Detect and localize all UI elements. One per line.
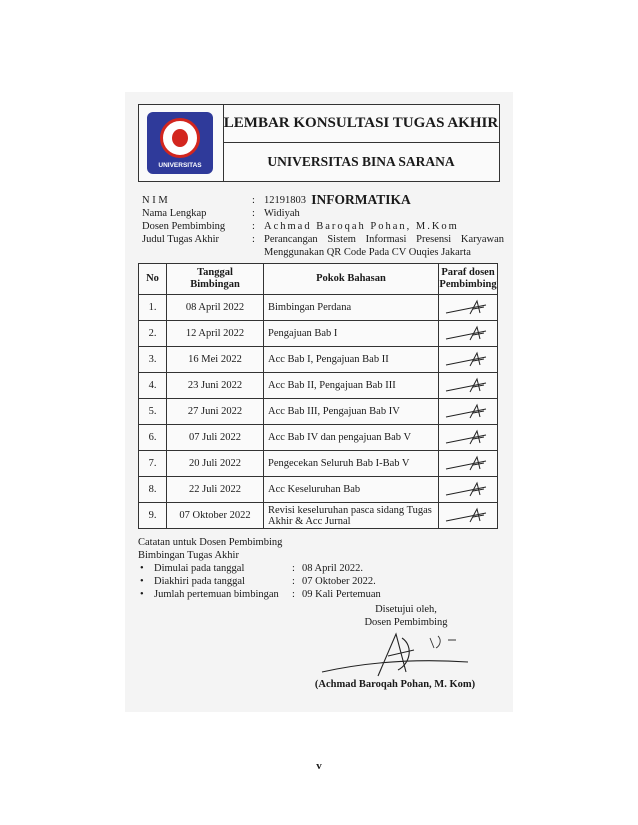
signature-icon xyxy=(440,428,496,448)
nama-value: Widiyah xyxy=(264,208,300,219)
row-tanggal: 07 Oktober 2022 xyxy=(167,503,264,529)
paraf-cell xyxy=(439,451,498,477)
logo-emblem xyxy=(172,129,188,147)
supervisor-signature-icon xyxy=(318,628,478,684)
approval-block xyxy=(326,603,486,629)
nim-value: 12191803 xyxy=(264,195,306,206)
row-pokok: Pengajuan Bab I xyxy=(264,321,439,347)
table-row xyxy=(139,295,498,321)
approval-line1: Disetujui oleh, xyxy=(375,604,437,615)
row-pokok: Acc Bab III, Pengajuan Bab IV xyxy=(264,399,439,425)
colon: : xyxy=(252,221,255,232)
row-pokok: Revisi keseluruhan pasca sidang Tugas Akhir & Acc Jurnal xyxy=(264,503,439,529)
signature-icon xyxy=(440,506,496,526)
signature-icon xyxy=(440,350,496,370)
colon: : xyxy=(292,563,295,574)
row-pokok: Pengecekan Seluruh Bab I-Bab V xyxy=(264,451,439,477)
table-row xyxy=(139,347,498,373)
colon: : xyxy=(252,208,255,219)
logo-caption: UNIVERSITAS xyxy=(158,162,202,169)
signature-icon xyxy=(440,480,496,500)
row-tanggal: 27 Juni 2022 xyxy=(167,399,264,425)
row-no: 2. xyxy=(139,321,167,347)
university-logo xyxy=(147,112,213,174)
bullet-icon: • xyxy=(140,576,144,587)
judul-value: Perancangan Sistem Informasi Presensi Karyawan Menggunakan QR Code Pada CV Ouqies Jakarta xyxy=(264,234,504,258)
row-pokok: Bimbingan Perdana xyxy=(264,295,439,321)
notes-value: 07 Oktober 2022. xyxy=(302,576,376,587)
bullet-icon: • xyxy=(140,563,144,574)
table-row xyxy=(139,373,498,399)
bullet-icon: • xyxy=(140,589,144,600)
table-row xyxy=(139,451,498,477)
paraf-cell xyxy=(439,347,498,373)
row-no: 5. xyxy=(139,399,167,425)
paraf-cell xyxy=(439,477,498,503)
table-header-row xyxy=(139,264,498,295)
table-row xyxy=(139,321,498,347)
paraf-cell xyxy=(439,503,498,529)
judul-label: Judul Tugas Akhir xyxy=(142,234,220,245)
row-tanggal: 08 April 2022 xyxy=(167,295,264,321)
notes-label: Dimulai pada tanggal xyxy=(154,563,245,574)
colon: : xyxy=(252,195,255,206)
row-tanggal: 12 April 2022 xyxy=(167,321,264,347)
notes-value: 08 April 2022. xyxy=(302,563,363,574)
header-tanggal: Tanggal Bimbingan xyxy=(167,264,264,295)
signature-icon xyxy=(440,324,496,344)
header-paraf: Paraf dosen Pembimbing xyxy=(439,264,498,295)
paraf-cell xyxy=(439,425,498,451)
colon: : xyxy=(292,589,295,600)
paraf-cell xyxy=(439,373,498,399)
row-pokok: Acc Keseluruhan Bab xyxy=(264,477,439,503)
dosen-value: Achmad Baroqah Pohan, M.Kom xyxy=(264,221,459,232)
header-no: No xyxy=(139,264,167,295)
notes-label: Jumlah pertemuan bimbingan xyxy=(154,589,279,600)
notes-label: Diakhiri pada tanggal xyxy=(154,576,245,587)
row-tanggal: 22 Juli 2022 xyxy=(167,477,264,503)
paraf-cell xyxy=(439,399,498,425)
table-row xyxy=(139,399,498,425)
consultation-table xyxy=(138,263,498,529)
colon: : xyxy=(252,234,255,245)
row-no: 1. xyxy=(139,295,167,321)
dosen-label: Dosen Pembimbing xyxy=(142,221,226,232)
table-row xyxy=(139,425,498,451)
notes-value: 09 Kali Pertemuan xyxy=(302,589,381,600)
row-no: 6. xyxy=(139,425,167,451)
colon: : xyxy=(292,576,295,587)
nim-label: N I M xyxy=(142,195,168,206)
university-name: UNIVERSITAS BINA SARANA INFORMATIKA xyxy=(267,154,455,207)
approval-line2: Dosen Pembimbing xyxy=(364,617,448,628)
row-tanggal: 23 Juni 2022 xyxy=(167,373,264,399)
signature-icon xyxy=(440,376,496,396)
row-no: 3. xyxy=(139,347,167,373)
row-pokok: Acc Bab II, Pengajuan Bab III xyxy=(264,373,439,399)
row-tanggal: 16 Mei 2022 xyxy=(167,347,264,373)
table-row xyxy=(139,503,498,529)
row-no: 4. xyxy=(139,373,167,399)
paraf-cell xyxy=(439,295,498,321)
row-tanggal: 07 Juli 2022 xyxy=(167,425,264,451)
signature-icon xyxy=(440,402,496,422)
row-no: 9. xyxy=(139,503,167,529)
row-pokok: Acc Bab IV dan pengajuan Bab V xyxy=(264,425,439,451)
paraf-cell xyxy=(439,321,498,347)
header-pokok: Pokok Bahasan xyxy=(264,264,439,295)
table-row xyxy=(139,477,498,503)
document-title: LEMBAR KONSULTASI TUGAS AKHIR xyxy=(223,105,499,143)
nama-label: Nama Lengkap xyxy=(142,208,207,219)
row-tanggal: 20 Juli 2022 xyxy=(167,451,264,477)
signature-icon xyxy=(440,454,496,474)
signature-icon xyxy=(440,298,496,318)
row-no: 7. xyxy=(139,451,167,477)
page-number: v xyxy=(316,760,322,772)
supervisor-name: (Achmad Baroqah Pohan, M. Kom) xyxy=(314,679,476,690)
row-no: 8. xyxy=(139,477,167,503)
logo-cell xyxy=(139,105,224,181)
row-pokok: Acc Bab I, Pengajuan Bab II xyxy=(264,347,439,373)
